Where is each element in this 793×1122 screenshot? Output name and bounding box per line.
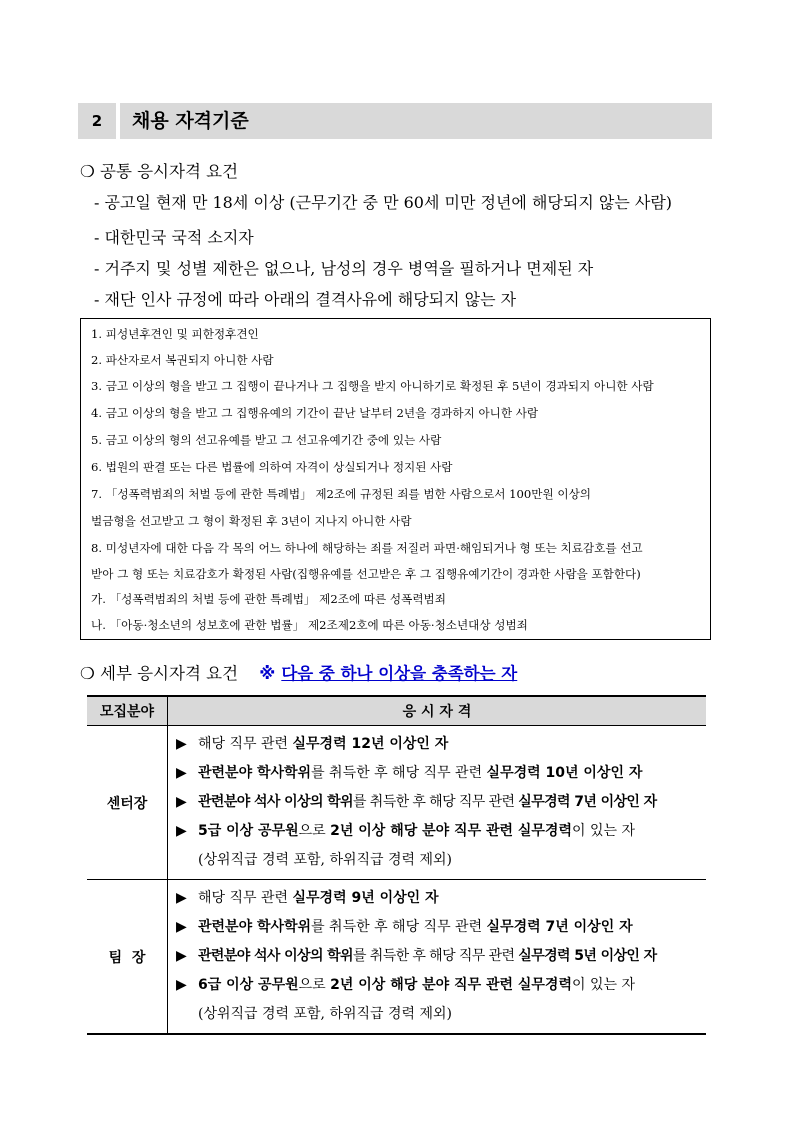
section-number: 2 — [78, 103, 116, 139]
disqualification-item: 나. 「아동·청소년의 성보호에 관한 법률」 제2조제2호에 따른 아동·청소년대상 성범죄 — [91, 618, 528, 632]
detail-heading — [80, 660, 517, 684]
column-header-qualification: 응 시 자 격 — [168, 696, 707, 726]
field-cell: 팀 장 — [87, 880, 168, 1035]
qualification-item: ▶ 관련분야 학사학위를 취득한 후 해당 직무 관련 실무경력 10년 이상인 자 — [176, 759, 706, 788]
disqualification-item: 4. 금고 이상의 형을 받고 그 집행유예의 기간이 끝난 날부터 2년을 경과하지 아니한 사람 — [91, 406, 539, 420]
disqualification-item: 8. 미성년자에 대한 다음 각 목의 어느 하나에 해당하는 죄를 저질러 파면·해임되거나 형 또는 치료감호를 선고 — [91, 541, 643, 555]
field-cell: 센터장 — [87, 726, 168, 880]
qualification-table — [87, 695, 706, 1035]
common-requirement: - 재단 인사 규정에 따라 아래의 결격사유에 해당되지 않는 자 — [94, 290, 517, 309]
qualification-cell — [168, 726, 707, 880]
disqualification-item: 2. 파산자로서 복권되지 아니한 사람 — [91, 353, 274, 367]
triangle-bullet-icon: ▶ — [176, 977, 187, 993]
qualification-item: ▶ 관련분야 학사학위를 취득한 후 해당 직무 관련 실무경력 7년 이상인 자 — [176, 913, 706, 942]
disqualification-item: 7. 「성폭력범죄의 처벌 등에 관한 특례법」 제2조에 규정된 죄를 범한 사람으로서 100만원 이상의 — [91, 487, 591, 501]
disqualification-box — [80, 318, 711, 640]
qualification-item: ▶ 5급 이상 공무원으로 2년 이상 해당 분야 직무 관련 실무경력이 있는 자 — [176, 817, 706, 846]
triangle-bullet-icon: ▶ — [176, 890, 187, 906]
qualification-cell — [168, 880, 707, 1035]
qualification-item: ▶ 6급 이상 공무원으로 2년 이상 해당 분야 직무 관련 실무경력이 있는 자 — [176, 971, 706, 1000]
circle-bullet-icon: ❍ — [80, 664, 95, 683]
disqualification-item: 6. 법원의 판결 또는 다른 법률에 의하여 자격이 상실되거나 정지된 사람 — [91, 460, 453, 474]
common-requirement: - 대한민국 국적 소지자 — [94, 228, 254, 247]
section-header — [78, 103, 712, 139]
qualification-note: (상위직급 경력 포함, 하위직급 경력 제외) — [198, 852, 453, 868]
common-requirement: - 공고일 현재 만 18세 이상 (근무기간 중 만 60세 미만 정년에 해당되지 않는 사람) — [94, 193, 673, 212]
circle-bullet-icon: ❍ — [80, 162, 95, 181]
common-heading — [80, 158, 238, 182]
disqualification-item: 5. 금고 이상의 형의 선고유예를 받고 그 선고유예기간 중에 있는 사람 — [91, 433, 442, 447]
common-heading-text: 공통 응시자격 요건 — [100, 162, 239, 181]
section-title: 채용 자격기준 — [120, 103, 712, 139]
qualification-item: ▶ 관련분야 석사 이상의 학위를 취득한 후 해당 직무 관련 실무경력 5년 이상인 자 — [176, 942, 706, 971]
qualification-item: ▶ 해당 직무 관련 실무경력 12년 이상인 자 — [176, 730, 706, 759]
qualification-item: ▶ 해당 직무 관련 실무경력 9년 이상인 자 — [176, 884, 706, 913]
triangle-bullet-icon: ▶ — [176, 736, 187, 752]
disqualification-item: 3. 금고 이상의 형을 받고 그 집행이 끝나거나 그 집행을 받지 아니하기로 확정된 후 5년이 경과되지 아니한 사람 — [91, 379, 654, 393]
disqualification-item: 받아 그 형 또는 치료감호가 확정된 사람(집행유예를 선고받은 후 그 집행유예기간이 경과한 사람을 포함한다) — [91, 567, 641, 581]
triangle-bullet-icon: ▶ — [176, 919, 187, 935]
triangle-bullet-icon: ▶ — [176, 823, 187, 839]
disqualification-item: 벌금형을 선고받고 그 형이 확정된 후 3년이 지나지 아니한 사람 — [91, 514, 412, 528]
detail-highlight — [259, 664, 517, 683]
disqualification-item: 가. 「성폭력범죄의 처벌 등에 관한 특례법」 제2조에 따른 성폭력범죄 — [91, 592, 446, 606]
reference-mark-icon: ※ — [259, 664, 276, 683]
table-row — [87, 726, 706, 880]
triangle-bullet-icon: ▶ — [176, 948, 187, 964]
column-header-field: 모집분야 — [87, 696, 168, 726]
common-requirement: - 거주지 및 성별 제한은 없으나, 남성의 경우 병역을 필하거나 면제된 자 — [94, 259, 594, 278]
qualification-item: ▶ 관련분야 석사 이상의 학위를 취득한 후 해당 직무 관련 실무경력 7년 이상인 자 — [176, 788, 706, 817]
detail-highlight-text: 다음 중 하나 이상을 충족하는 자 — [281, 664, 518, 683]
table-row — [87, 880, 706, 1035]
detail-heading-text: 세부 응시자격 요건 — [100, 664, 239, 683]
triangle-bullet-icon: ▶ — [176, 794, 187, 810]
triangle-bullet-icon: ▶ — [176, 765, 187, 781]
disqualification-item: 1. 피성년후견인 및 피한정후견인 — [91, 327, 259, 341]
qualification-note: (상위직급 경력 포함, 하위직급 경력 제외) — [198, 1006, 453, 1022]
